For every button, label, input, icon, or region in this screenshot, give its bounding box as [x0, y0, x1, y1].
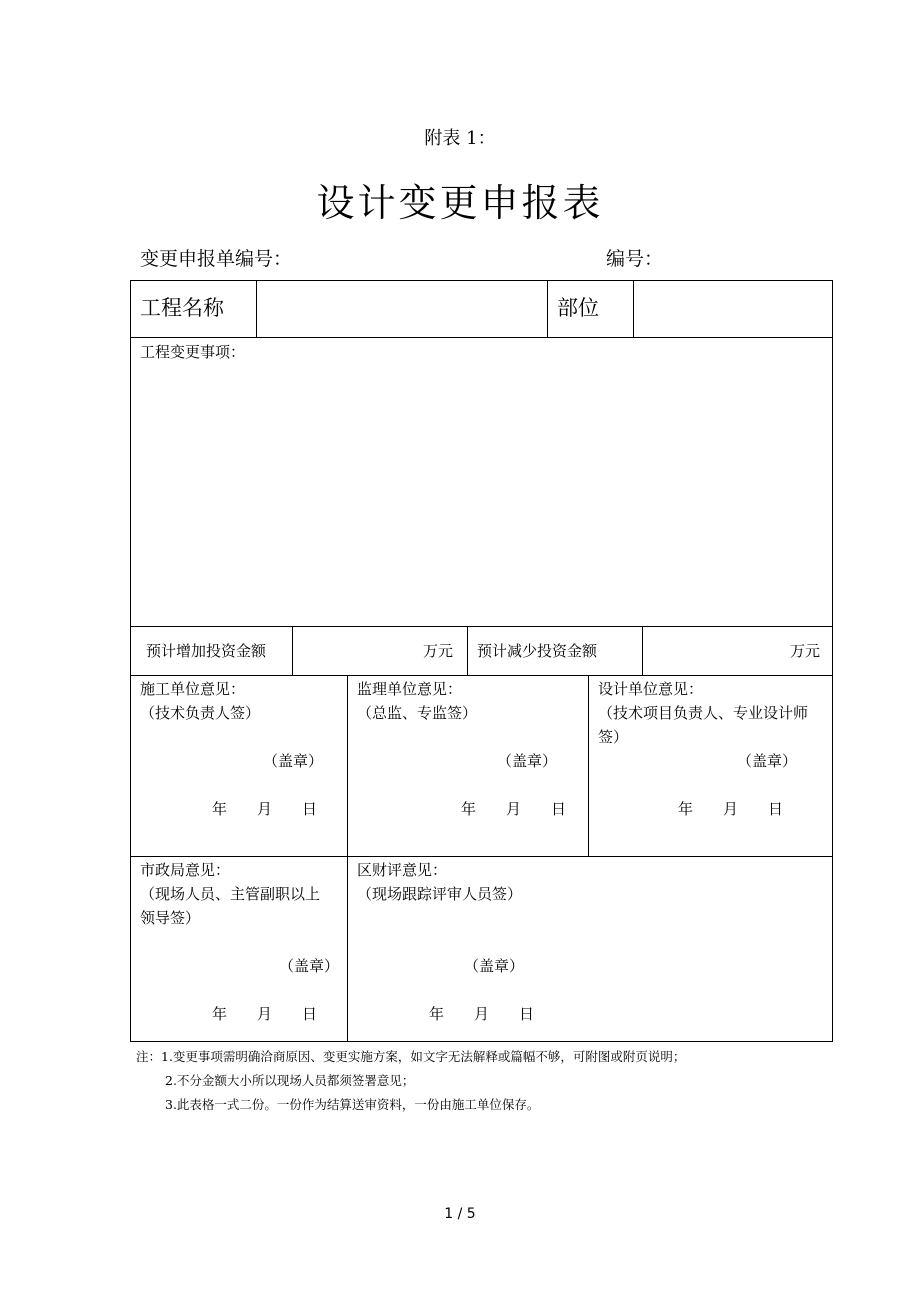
decrease-amount-label: 预计减少投资金额 — [477, 642, 598, 660]
finance-seal: （盖章） — [464, 957, 525, 975]
design-seal: （盖章） — [737, 752, 798, 770]
municipal-sign-note-cont: 领导签） — [140, 909, 201, 927]
finance-sign-note: （现场跟踪评审人员签） — [357, 885, 523, 903]
decrease-amount-field[interactable] — [643, 627, 788, 675]
project-name-label: 工程名称 — [140, 296, 224, 320]
construction-seal: （盖章） — [263, 752, 324, 770]
attachment-label: 附表 1： — [424, 128, 496, 149]
change-items-field[interactable] — [131, 366, 832, 624]
note-2: 2.不分金额大小所以现场人员都须签署意见； — [165, 1073, 415, 1088]
page-number: 1 / 5 — [444, 1206, 476, 1222]
decrease-unit: 万元 — [790, 642, 821, 660]
increase-amount-field[interactable] — [293, 627, 423, 675]
number-label: 编号： — [606, 248, 664, 270]
construction-date: 年 月 日 — [212, 800, 318, 818]
location-label: 部位 — [557, 296, 599, 320]
table-divider — [547, 280, 548, 337]
construction-opinion-title: 施工单位意见： — [140, 680, 246, 698]
table-divider — [467, 626, 468, 675]
design-date: 年 月 日 — [678, 800, 784, 818]
note-1: 注：1.变更事项需明确洽商原因、变更实施方案，如文字无法解释或篇幅不够，可附图或附页说明； — [136, 1049, 686, 1064]
table-divider — [130, 675, 833, 676]
project-name-field[interactable] — [257, 281, 547, 337]
increase-amount-label: 预计增加投资金额 — [146, 642, 267, 660]
municipal-opinion-title: 市政局意见： — [140, 861, 231, 879]
design-opinion-title: 设计单位意见： — [598, 680, 704, 698]
location-field[interactable] — [634, 281, 832, 337]
change-items-label: 工程变更事项： — [140, 343, 246, 361]
table-divider — [130, 337, 833, 338]
table-divider — [347, 675, 348, 1042]
municipal-seal: （盖章） — [279, 957, 340, 975]
table-divider — [588, 675, 589, 856]
municipal-sign-note: （现场人员、主管副职以上 — [140, 885, 321, 903]
supervision-date: 年 月 日 — [461, 800, 567, 818]
supervision-opinion-title: 监理单位意见： — [357, 680, 463, 698]
form-title: 设计变更申报表 — [316, 181, 604, 225]
finance-opinion-title: 区财评意见： — [357, 861, 448, 879]
change-serial-label: 变更申报单编号： — [140, 248, 293, 270]
increase-unit: 万元 — [423, 642, 454, 660]
table-border-right — [832, 280, 833, 1042]
supervision-sign-note: （总监、专监签） — [357, 704, 478, 722]
table-divider — [130, 856, 833, 857]
finance-date: 年 月 日 — [429, 1005, 535, 1023]
design-sign-note-cont: 签） — [598, 728, 629, 746]
construction-sign-note: （技术负责人签） — [140, 704, 261, 722]
design-sign-note: （技术项目负责人、专业设计师 — [598, 704, 809, 722]
municipal-date: 年 月 日 — [212, 1005, 318, 1023]
supervision-seal: （盖章） — [497, 752, 558, 770]
table-border-bottom — [130, 1041, 833, 1042]
note-3: 3.此表格一式二份。一份作为结算送审资料，一份由施工单位保存。 — [165, 1097, 540, 1112]
